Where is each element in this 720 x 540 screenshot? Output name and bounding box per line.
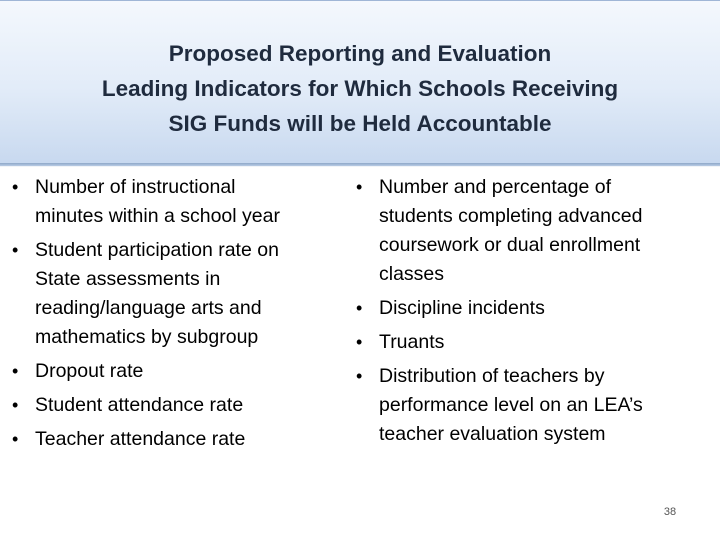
item-text: Truants xyxy=(379,331,445,353)
item-text: classes xyxy=(379,263,445,285)
list-item xyxy=(352,328,702,357)
bullet-icon: • xyxy=(12,240,19,260)
item-text: mathematics by subgroup xyxy=(35,326,259,348)
list-item xyxy=(352,362,702,449)
bullet-icon: • xyxy=(356,177,363,197)
item-text: Dropout rate xyxy=(35,360,144,382)
page-number: 38 xyxy=(663,506,677,518)
list-item xyxy=(8,425,338,454)
item-text: minutes within a school year xyxy=(35,205,280,227)
item-text: students completing advanced xyxy=(379,205,643,227)
bullet-icon: • xyxy=(12,361,19,381)
item-text: reading/language arts and xyxy=(35,297,262,319)
item-text: State assessments in xyxy=(35,268,221,290)
list-item xyxy=(8,357,338,386)
list-item xyxy=(352,173,702,289)
item-text: Student participation rate on xyxy=(35,239,279,261)
list-item xyxy=(8,236,338,352)
title-line: Leading Indicators for Which Schools Receiving xyxy=(101,76,619,101)
title-line: SIG Funds will be Held Accountable xyxy=(168,111,552,136)
left-bullet-list xyxy=(8,173,338,454)
title-line: Proposed Reporting and Evaluation xyxy=(168,41,552,66)
item-text: teacher evaluation system xyxy=(379,423,606,445)
bullet-icon: • xyxy=(356,332,363,352)
item-text: Number of instructional xyxy=(35,176,236,198)
item-text: performance level on an LEA’s xyxy=(379,394,643,416)
bullet-icon: • xyxy=(356,366,363,386)
item-text: coursework or dual enrollment xyxy=(379,234,641,256)
item-text: Distribution of teachers by xyxy=(379,365,605,387)
list-item xyxy=(8,391,338,420)
right-bullet-list xyxy=(352,173,702,449)
list-item xyxy=(352,294,702,323)
bullet-icon: • xyxy=(356,298,363,318)
item-text: Student attendance rate xyxy=(35,394,244,416)
left-indicator-column xyxy=(8,173,338,459)
slide-title xyxy=(20,36,700,141)
list-item xyxy=(8,173,338,231)
bullet-icon: • xyxy=(12,395,19,415)
banner-shadow xyxy=(0,163,720,167)
bullet-icon: • xyxy=(12,429,19,449)
bullet-icon: • xyxy=(12,177,19,197)
item-text: Discipline incidents xyxy=(379,297,545,319)
right-indicator-column xyxy=(352,173,702,454)
item-text: Number and percentage of xyxy=(379,176,611,198)
item-text: Teacher attendance rate xyxy=(35,428,246,450)
